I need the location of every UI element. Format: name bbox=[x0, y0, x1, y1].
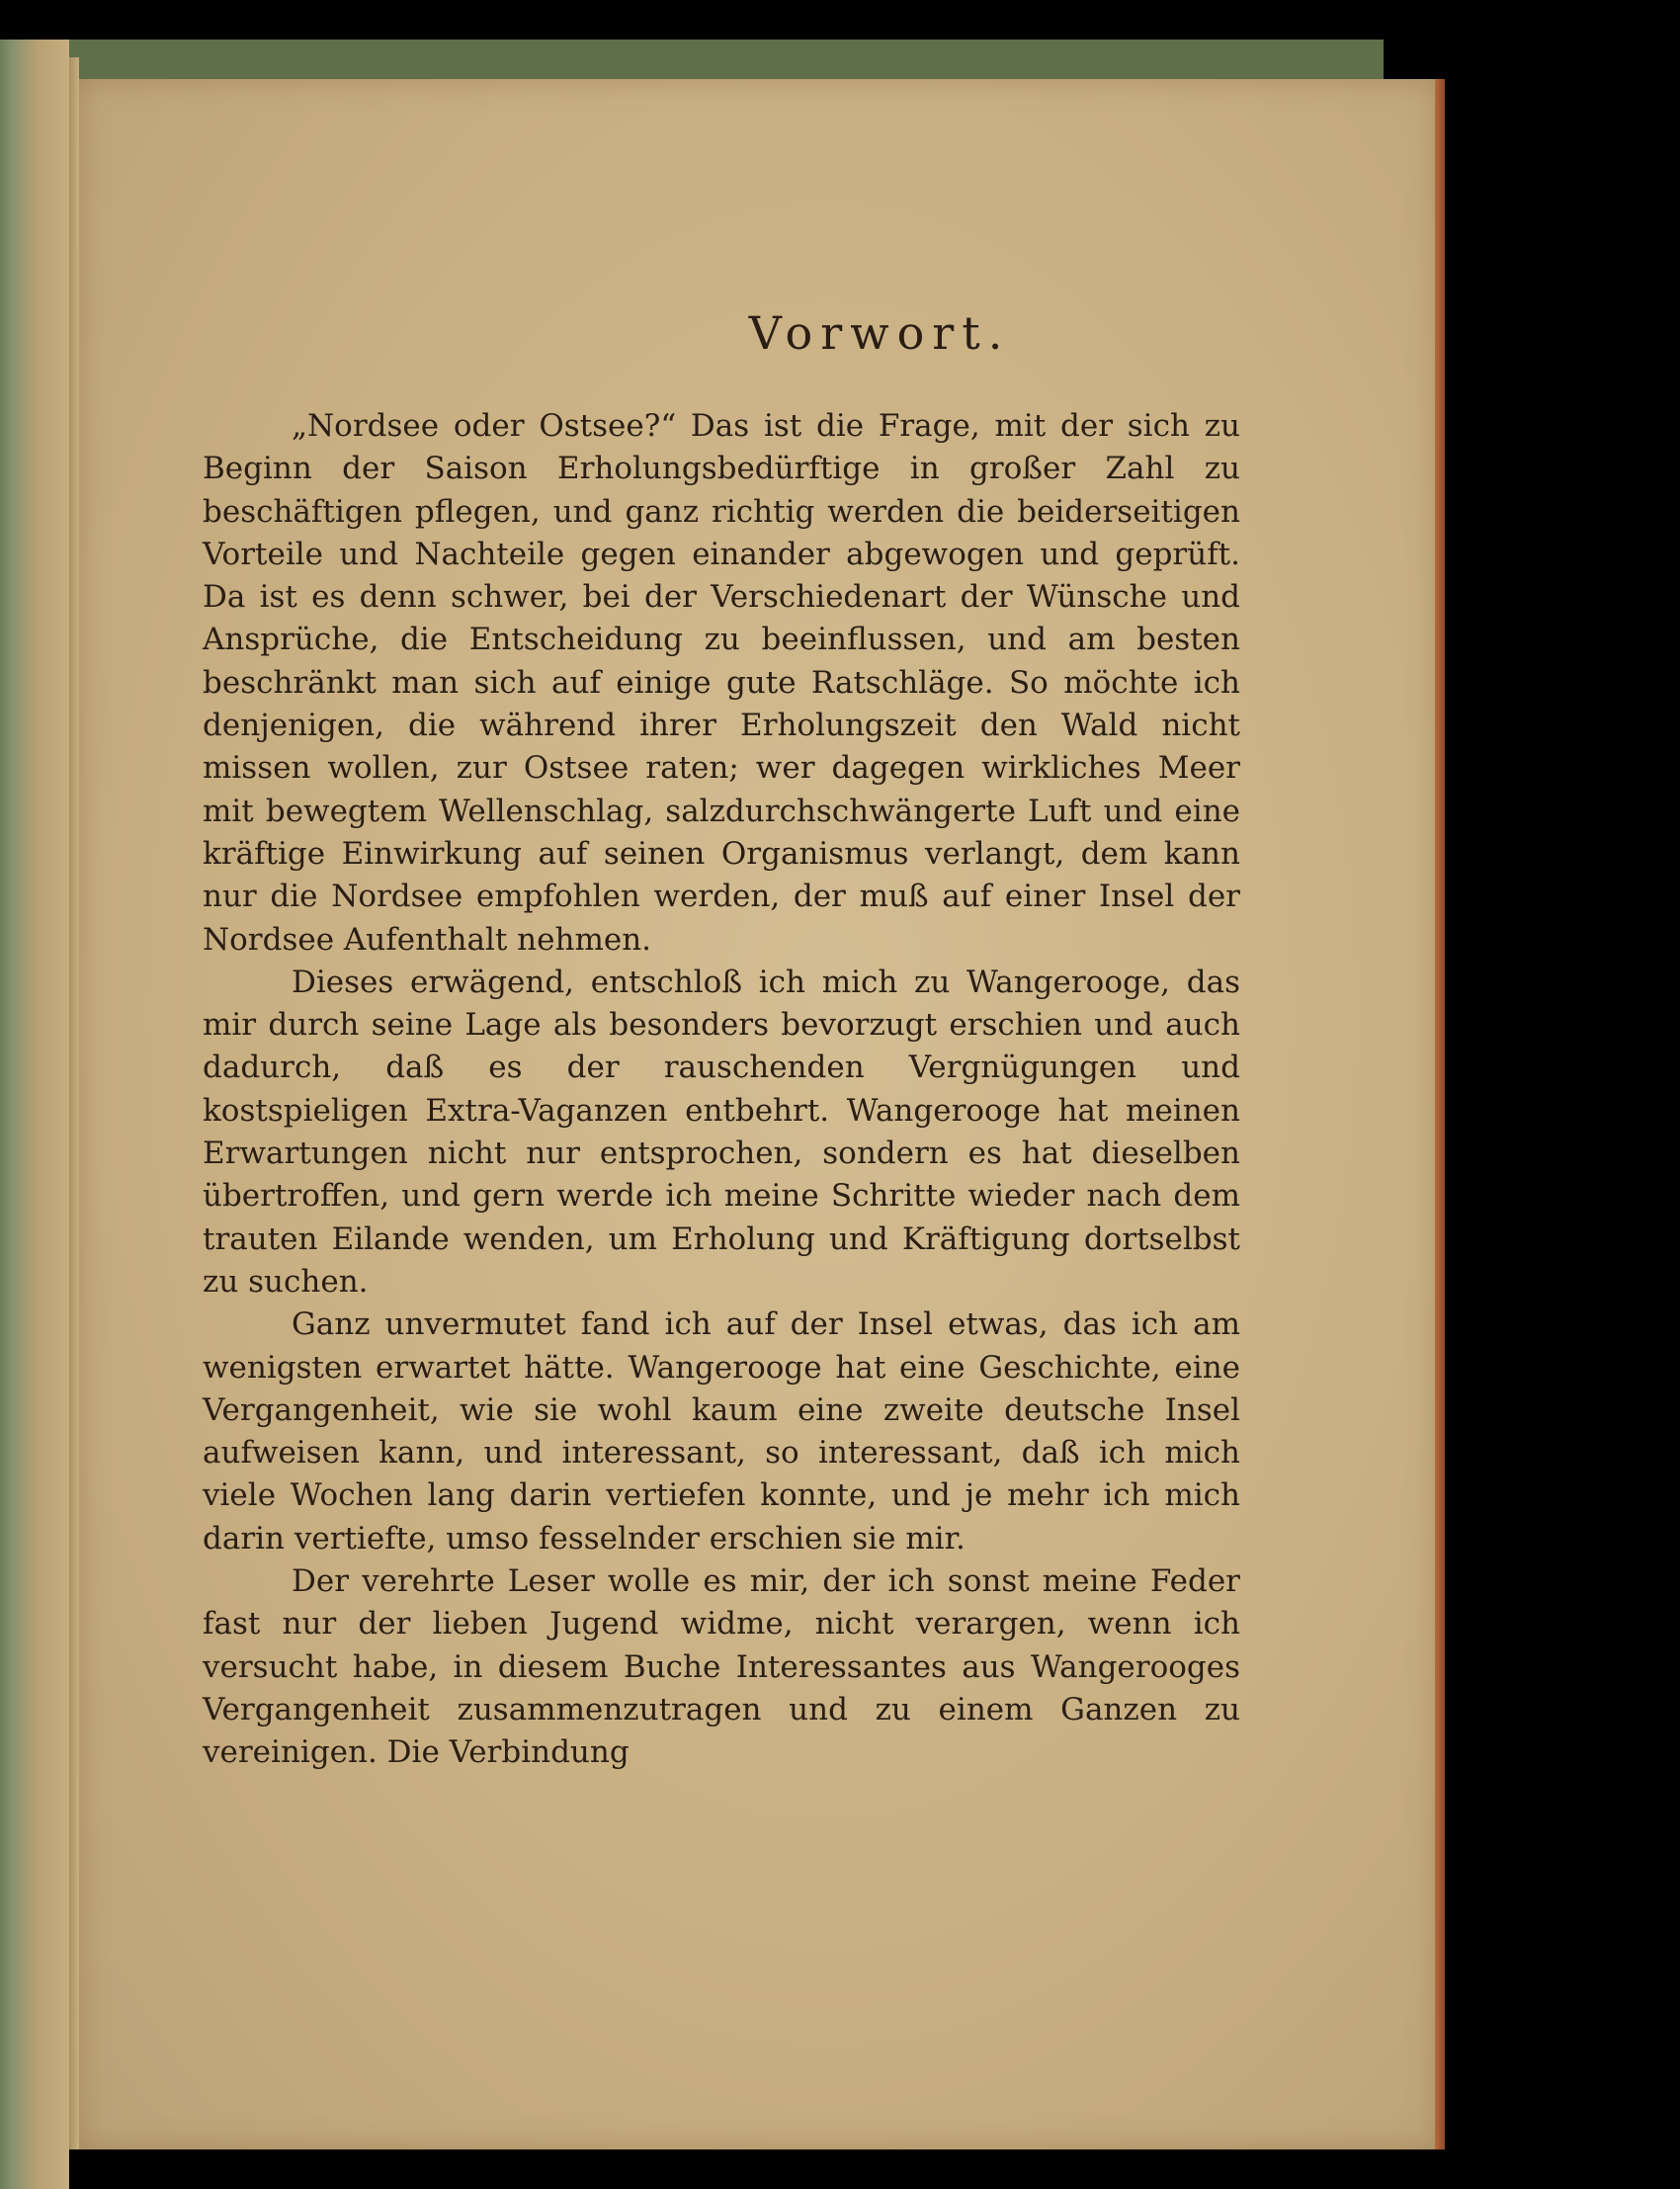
left-page-gutter bbox=[69, 57, 79, 2149]
paragraph: „Nordsee oder Ostsee?“ Das ist die Frage, mit der sich zu Beginn der Saison Erholungsbedürftige in großer Zahl zu beschäftigen pflegen, und ganz richtig werden die beiderseitigen Vorteile und Nachteile gegen einander abgewogen und geprüft. Da ist es denn schwer, bei der Verschiedenart der Wünsche und Ansprüche, die Entscheidung zu beeinflussen, und am besten beschränkt man sich auf einige gute Ratschläge. So möchte ich denjenigen, die während ihrer Erholungszeit den Wald nicht missen wollen, zur Ostsee raten; wer dagegen wirkliches Meer mit bewegtem Wellenschlag, salzdurchschwängerte Luft und eine kräftige Einwirkung auf seinen Organismus verlangt, dem kann nur die Nordsee empfohlen werden, der muß auf einer Insel der Nordsee Aufenthalt nehmen. bbox=[203, 408, 1240, 958]
left-page-edge bbox=[0, 40, 69, 2189]
paragraph: Dieses erwägend, entschloß ich mich zu Wangerooge, das mir durch seine Lage als besonders bevorzugt erschien und auch dadurch, daß es der rauschenden Vergnügungen und kostspieligen Extra-Vaganzen entbehrt. Wangerooge hat meinen Erwartungen nicht nur entsprochen, sondern es hat dieselben übertroffen, und gern werde ich meine Schritte wieder nach dem trauten Eilande wenden, um Erholung und Kräftigung dortselbst zu suchen. bbox=[203, 964, 1240, 1300]
page-red-edge bbox=[1435, 79, 1445, 2149]
paragraph: Ganz unvermutet fand ich auf der Insel etwas, das ich am wenigsten erwartet hätte. Wangerooge hat eine Geschichte, eine Vergangenheit, wie sie wohl kaum eine zweite deutsche Insel aufweisen kann, und interessant, so interessant, daß ich mich viele Wochen lang darin vertiefen konnte, und je mehr ich mich darin vertiefte, umso fesselnder erschien sie mir. bbox=[203, 1306, 1240, 1557]
body-text bbox=[203, 405, 1240, 1775]
paragraph: Der verehrte Leser wolle es mir, der ich sonst meine Feder fast nur der lieben Jugend widme, nicht verargen, wenn ich versucht habe, in diesem Buche Interessantes aus Wangerooges Vergangenheit zusammenzutragen und zu einem Ganzen zu vereinigen. Die Verbindung bbox=[203, 1563, 1240, 1771]
page-title: Vorwort. bbox=[748, 306, 1011, 360]
book-cover-edge bbox=[0, 40, 1384, 84]
